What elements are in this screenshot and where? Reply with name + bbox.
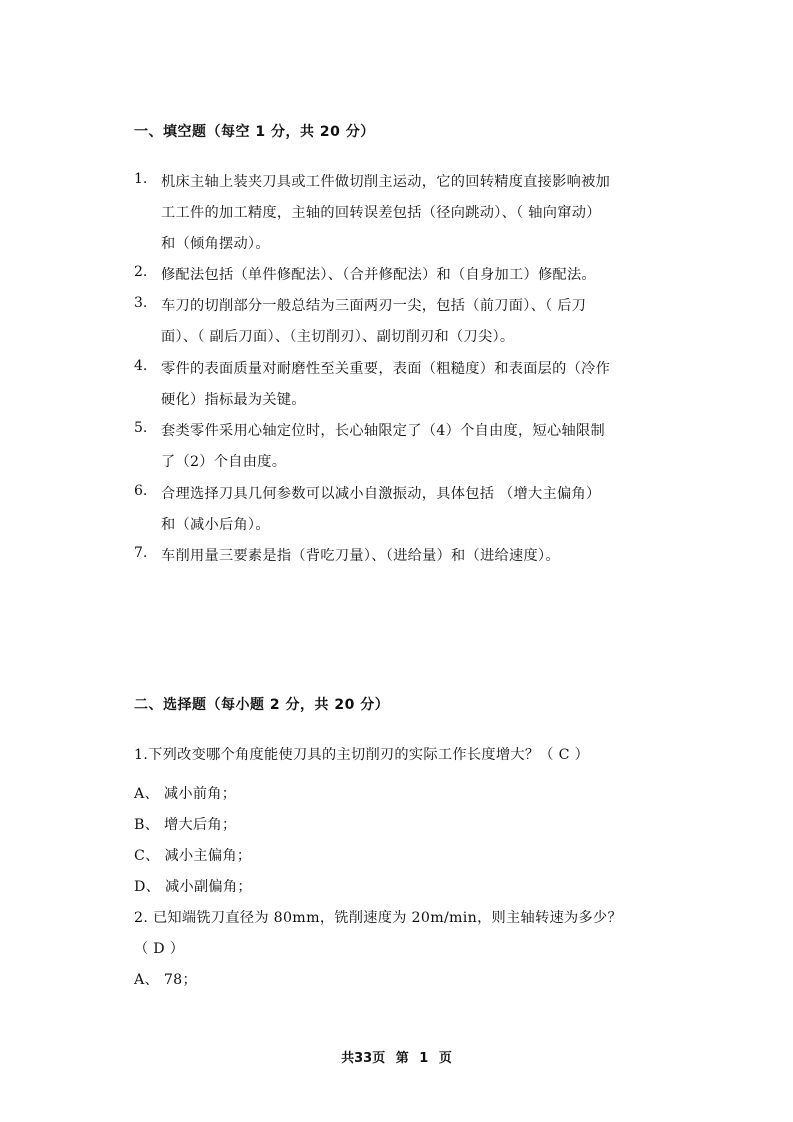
choice-answer: （ D ） xyxy=(134,941,185,957)
question-text-line: 和（减小后角）。 xyxy=(161,517,270,533)
question-text-line: 套类零件采用心轴定位时，长心轴限定了（4）个自由度，短心轴限制 xyxy=(161,423,605,439)
question-text-line: 车刀的切削部分一般总结为三面两刃一尖，包括（前刀面）、（ 后刀 xyxy=(161,298,587,314)
question-text-line: 和（倾角摆动）。 xyxy=(161,236,270,252)
question-text-line: 硬化）指标最为关键。 xyxy=(161,392,306,408)
page-footer: 共33页 第 1 页 xyxy=(341,1051,452,1066)
question-text-line: 合理选择刀具几何参数可以减小自激振动，具体包括 （增大主偏角） xyxy=(161,486,601,502)
choice-option-d: D、 减小副偏角； xyxy=(134,879,252,895)
question-number: 3. xyxy=(134,295,148,311)
question-text-line: 面）、（ 副后刀面）、（主切削刃）、副切削刃和（刀尖）。 xyxy=(161,329,515,345)
choice-option-a: A、 78； xyxy=(134,972,197,988)
question-number: 4. xyxy=(134,358,148,374)
question-text-line: 了（2）个自由度。 xyxy=(161,454,287,470)
choice-option-a: A、 减小前角； xyxy=(134,786,237,802)
question-text-line: 机床主轴上装夹刀具或工件做切削主运动，它的回转精度直接影响被加 xyxy=(161,174,611,190)
choice-option-c: C、 减小主偏角； xyxy=(134,848,252,864)
choice-question-1: 1.下列改变哪个角度能使刀具的主切削刃的实际工作长度增大？（ C ） xyxy=(134,747,590,763)
section2-title: 二、选择题（每小题 2 分，共 20 分） xyxy=(134,697,390,713)
section1-title: 一、填空题（每空 1 分，共 20 分） xyxy=(134,124,375,140)
question-number: 2. xyxy=(134,264,148,280)
choice-question-2: 2. 已知端铣刀直径为 80mm，铣削速度为 20m/min，则主轴转速为多少？ xyxy=(134,910,622,926)
question-number: 7. xyxy=(134,545,148,561)
question-number: 5. xyxy=(134,420,148,436)
question-number: 6. xyxy=(134,483,148,499)
question-number: 1. xyxy=(134,171,148,187)
question-text-line: 修配法包括（单件修配法）、（合并修配法）和（自身加工）修配法。 xyxy=(161,267,596,283)
choice-option-b: B、 增大后角； xyxy=(134,817,237,833)
question-text-line: 车削用量三要素是指（背吃刀量）、（进给量）和（进给速度）。 xyxy=(161,548,560,564)
question-text-line: 零件的表面质量对耐磨性至关重要，表面（粗糙度）和表面层的（冷作 xyxy=(161,361,611,377)
question-text-line: 工工件的加工精度，主轴的回转误差包括（径向跳动）、（ 轴向窜动） xyxy=(161,205,601,221)
